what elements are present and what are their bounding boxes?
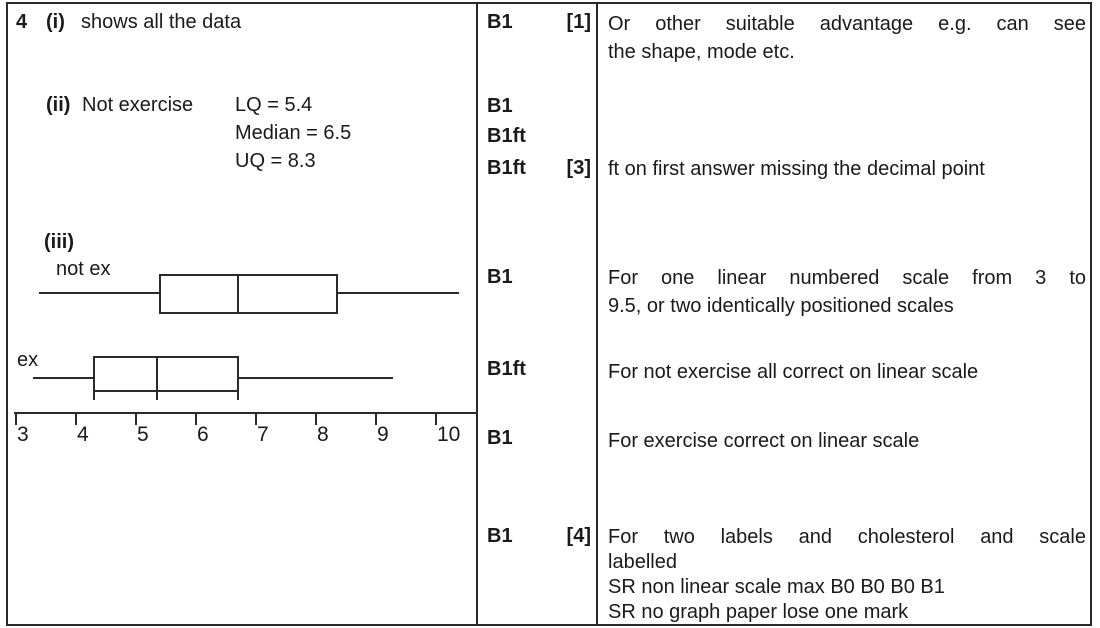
mark-code: B1ft [487, 157, 526, 179]
table-border-left [6, 2, 8, 626]
mark-row [487, 11, 591, 33]
comment-line: SR non linear scale max B0 B0 B0 B1 [608, 576, 945, 598]
comment-line: Or other suitable advantage e.g. can see [608, 13, 1086, 35]
axis-tick-label: 6 [197, 423, 209, 446]
comment-block [608, 264, 1086, 320]
boxplot-ex-box [93, 356, 239, 392]
mark-row [487, 525, 591, 547]
mark-code: B1 [487, 266, 513, 288]
axis-tick-label: 5 [137, 423, 149, 446]
part-ii-label: (ii) [46, 94, 71, 116]
boxplot-ex-edge-extension [237, 390, 239, 400]
mark-row [487, 125, 591, 147]
comment-line: For one linear numbered scale from 3 to [608, 267, 1086, 289]
boxplot-ex-median-line [156, 356, 158, 392]
mark-total: [1] [566, 11, 591, 33]
column-divider-comments [596, 2, 598, 626]
comment-block [608, 155, 1086, 183]
mark-code: B1 [487, 95, 513, 117]
mark-row [487, 95, 591, 117]
stat-line-uq: UQ = 8.3 [235, 150, 316, 172]
question-number: 4 [16, 11, 28, 33]
stat-line-median: Median = 6.5 [235, 122, 352, 144]
comment-line: labelled [608, 551, 677, 573]
comment-line: 9.5, or two identically positioned scales [608, 295, 954, 317]
table-border-right [1090, 2, 1092, 626]
axis-tick-label: 7 [257, 423, 269, 446]
mark-row [487, 266, 591, 288]
mark-code: B1 [487, 427, 513, 449]
boxplot-not-ex-right-whisker [336, 292, 459, 294]
mark-total: [4] [566, 525, 591, 547]
axis-tick-label: 8 [317, 423, 329, 446]
boxplot-ex-right-whisker [237, 377, 393, 379]
comment-block [608, 525, 1086, 625]
mark-code: B1 [487, 11, 513, 33]
comment-line: For exercise correct on linear scale [608, 430, 920, 452]
stat-line-lq: LQ = 5.4 [235, 94, 313, 116]
boxplot-ex-edge-extension [156, 390, 158, 400]
boxplot-not-ex-median-line [237, 274, 239, 314]
axis-tick-label: 4 [77, 423, 89, 446]
boxplot-label-ex: ex [17, 349, 39, 371]
part-iii-label: (iii) [44, 231, 74, 253]
part-ii-subject: Not exercise [82, 94, 194, 116]
mark-code: B1ft [487, 125, 526, 147]
axis-tick-label: 9 [377, 423, 389, 446]
part-i-label: (i) [46, 11, 65, 33]
boxplot-ex-left-whisker [33, 377, 93, 379]
number-axis-line [14, 412, 476, 414]
comment-line: the shape, mode etc. [608, 41, 795, 63]
column-divider-marks [476, 2, 478, 626]
mark-row [487, 358, 591, 380]
comment-line: ft on first answer missing the decimal point [608, 158, 985, 180]
boxplot-not-ex-left-whisker [39, 292, 159, 294]
boxplot-label-not-ex: not ex [56, 258, 111, 280]
comment-line: For not exercise all correct on linear scale [608, 361, 979, 383]
comment-block [608, 10, 1086, 66]
part-i-text: shows all the data [81, 11, 242, 33]
comment-line: SR no graph paper lose one mark [608, 601, 909, 623]
comment-line: For two labels and cholesterol and scale [608, 526, 1086, 548]
boxplot-ex-edge-extension [93, 390, 95, 400]
mark-row [487, 427, 591, 449]
table-border-top [6, 2, 1092, 4]
mark-code: B1 [487, 525, 513, 547]
mark-total: [3] [566, 157, 591, 179]
axis-tick-label: 10 [437, 423, 461, 446]
mark-code: B1ft [487, 358, 526, 380]
boxplot-not-ex-box [159, 274, 338, 314]
mark-row [487, 157, 591, 179]
comment-block [608, 358, 1086, 386]
comment-block [608, 427, 1086, 455]
axis-tick-label: 3 [17, 423, 29, 446]
